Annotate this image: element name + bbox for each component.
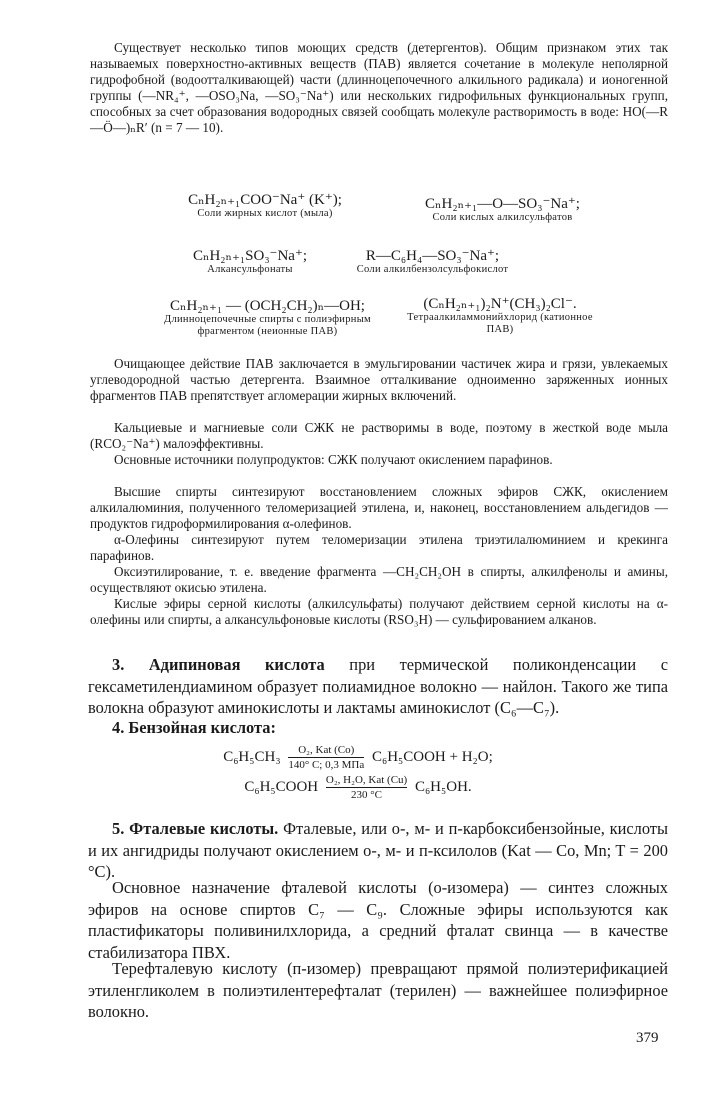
reaction-conditions — [288, 744, 364, 771]
formula-caption: Соли жирных кислот (мыла) — [197, 208, 333, 219]
paragraph-sources: Основные источники полупродуктов: СЖК получают окислением парафинов. — [114, 452, 553, 467]
conditions-above: O₂, Kat (Co) — [298, 744, 355, 756]
section-4-heading: 4. Бензойная кислота: — [112, 718, 276, 737]
formula-alkylbenzenesulfonate — [325, 248, 540, 276]
formula-caption: Соли кислых алкилсульфатов — [432, 212, 573, 223]
formula: CₙH₂ₙ₊₁—O—SO₃⁻Na⁺; — [425, 196, 580, 212]
conditions-above: O₂, H₂O, Kat (Cu) — [325, 774, 408, 786]
equation-product: C₆H₅OH. — [414, 778, 472, 795]
equation-toluene-oxidation — [100, 744, 616, 771]
equation-product: C₆H₅COOH + H₂O; — [371, 748, 493, 765]
formula: CₙH₂ₙ₊₁COO⁻Na⁺ (K⁺); — [188, 192, 342, 208]
formula: CₙH₂ₙ₊₁SO₃⁻Na⁺; — [192, 248, 308, 264]
formula-caption: Тетраалкиламмонийхлорид (катионное ПАВ) — [407, 312, 593, 335]
conditions-below: 230 °C — [351, 789, 383, 801]
reaction-conditions — [326, 774, 407, 801]
formula-caption: Алкансульфонаты — [207, 264, 293, 275]
intro-paragraph: Существует несколько типов моющих средств (детергентов). Общим признаком этих так называемых поверхностно-активных веществ (ПАВ) является сочетание в молекуле неполярной гидрофобной (водоотталкивающей) части (длинноцепочечного алкильного радикала) и ионогенной группы (—NR₄⁺, —OSO₃Na, —SO₃⁻Na⁺) или нескольких гидрофильных функциональных групп, способных за счет образования водородных связей сообщать молекуле растворимость в воде: HO(—R—Ö—)ₙR′ (n = 7 — 10). — [90, 40, 668, 135]
formula-alkanesulfonate — [180, 248, 320, 276]
paragraph-cleaning-action: Очищающее действие ПАВ заключается в эмульгировании частичек жира и грязи, увлекаемых углеводородной частью детергента. Взаимное отталкивание одноименно заряженных ионных фрагментов ПАВ препятствует агломерации жирных включений. — [90, 356, 668, 403]
formula-nonionic-alcohol — [150, 298, 385, 338]
conditions-below: 140° C; 0,3 МПа — [288, 759, 365, 771]
section-5 — [88, 818, 668, 883]
section-3 — [88, 654, 668, 719]
formula-caption: Соли алкилбензолсульфокислот — [356, 264, 509, 275]
section-5-text: Фталевые, или о-, м- и п-карбоксибензойные, кислоты и их ангидриды получают окислением о-, м- и п-ксилолов (Kat — Co, Mn; T = 200 °C). — [88, 819, 668, 881]
page-number: 379 — [636, 1030, 659, 1046]
formula: CₙH₂ₙ₊₁ — (OCH₂CH₂)ₙ—OH; — [170, 298, 365, 314]
equation-phenol-synthesis — [100, 774, 616, 801]
formula: (CₙH₂ₙ₊₁)₂N⁺(CH₃)₂Cl⁻. — [423, 296, 577, 312]
formula-caption: Длинноцепочечные спирты с полиэфирным фрагментом (неионные ПАВ) — [164, 314, 371, 337]
formula-alkylsulfate — [380, 196, 625, 224]
formula-cationic — [395, 296, 605, 336]
section-5-heading: 5. Фталевые кислоты. — [112, 819, 279, 838]
formula: R—C₆H₄—SO₃⁻Na⁺; — [365, 248, 500, 264]
section-3-text: при термической поликонденсации с гексаметилендиамином образует полиамидное волокно — найлон. Такого же типа волокна образуют аминокислоты и лактамы аминокислот (C₆—C₇). — [88, 655, 668, 717]
paragraph-terephthalic: Терефталевую кислоту (п-изомер) превращают прямой полиэтерификацией этиленгликолем в полиэтилентерефталат (терилен) — важнейшее полиэфирное волокно. — [88, 959, 668, 1021]
formula-fatty-acid-soap — [150, 192, 380, 220]
equation-reactant: C₆H₅COOH — [244, 778, 319, 795]
paragraph-higher-alcohols: Высшие спирты синтезируют восстановлением сложных эфиров СЖК, окислением алкилалюминия, полученного теломеризацией этилена, и, наконец, восстановлением альдегидов — продуктов гидроформилирования α-олефинов. — [90, 484, 668, 531]
reaction-arrow — [326, 787, 407, 788]
reaction-arrow — [288, 757, 364, 758]
equation-reactant: C₆H₅CH₃ — [223, 748, 281, 765]
paragraph-calcium-salts: Кальциевые и магниевые соли СЖК не растворимы в воде, поэтому в жесткой воде мыла (RCO₂⁻Na⁺) малоэффективны. — [90, 420, 668, 451]
paragraph-oxyethylation: Оксиэтилирование, т. е. введение фрагмента —CH₂CH₂OH в спирты, алкилфенолы и амины, осуществляют окисью этилена. — [90, 564, 668, 595]
section-3-heading: 3. Адипиновая кислота — [112, 655, 325, 674]
paragraph-alkylsulfates: Кислые эфиры серной кислоты (алкилсульфаты) получают действием серной кислоты на α-олефины или спирты, а алкансульфоновые кислоты (RSO₃H) — сульфированием алканов. — [90, 596, 668, 627]
paragraph-phthalic-use: Основное назначение фталевой кислоты (о-изомера) — синтез сложных эфиров на основе спиртов C₇ — C₉. Сложные эфиры используются как пластификаторы поливинилхлорида, а средний фталат свинца — в качестве стабилизатора ПВХ. — [88, 878, 668, 962]
paragraph-alpha-olefins: α-Олефины синтезируют путем теломеризации этилена триэтилалюминием и крекинга парафинов. — [90, 532, 668, 563]
